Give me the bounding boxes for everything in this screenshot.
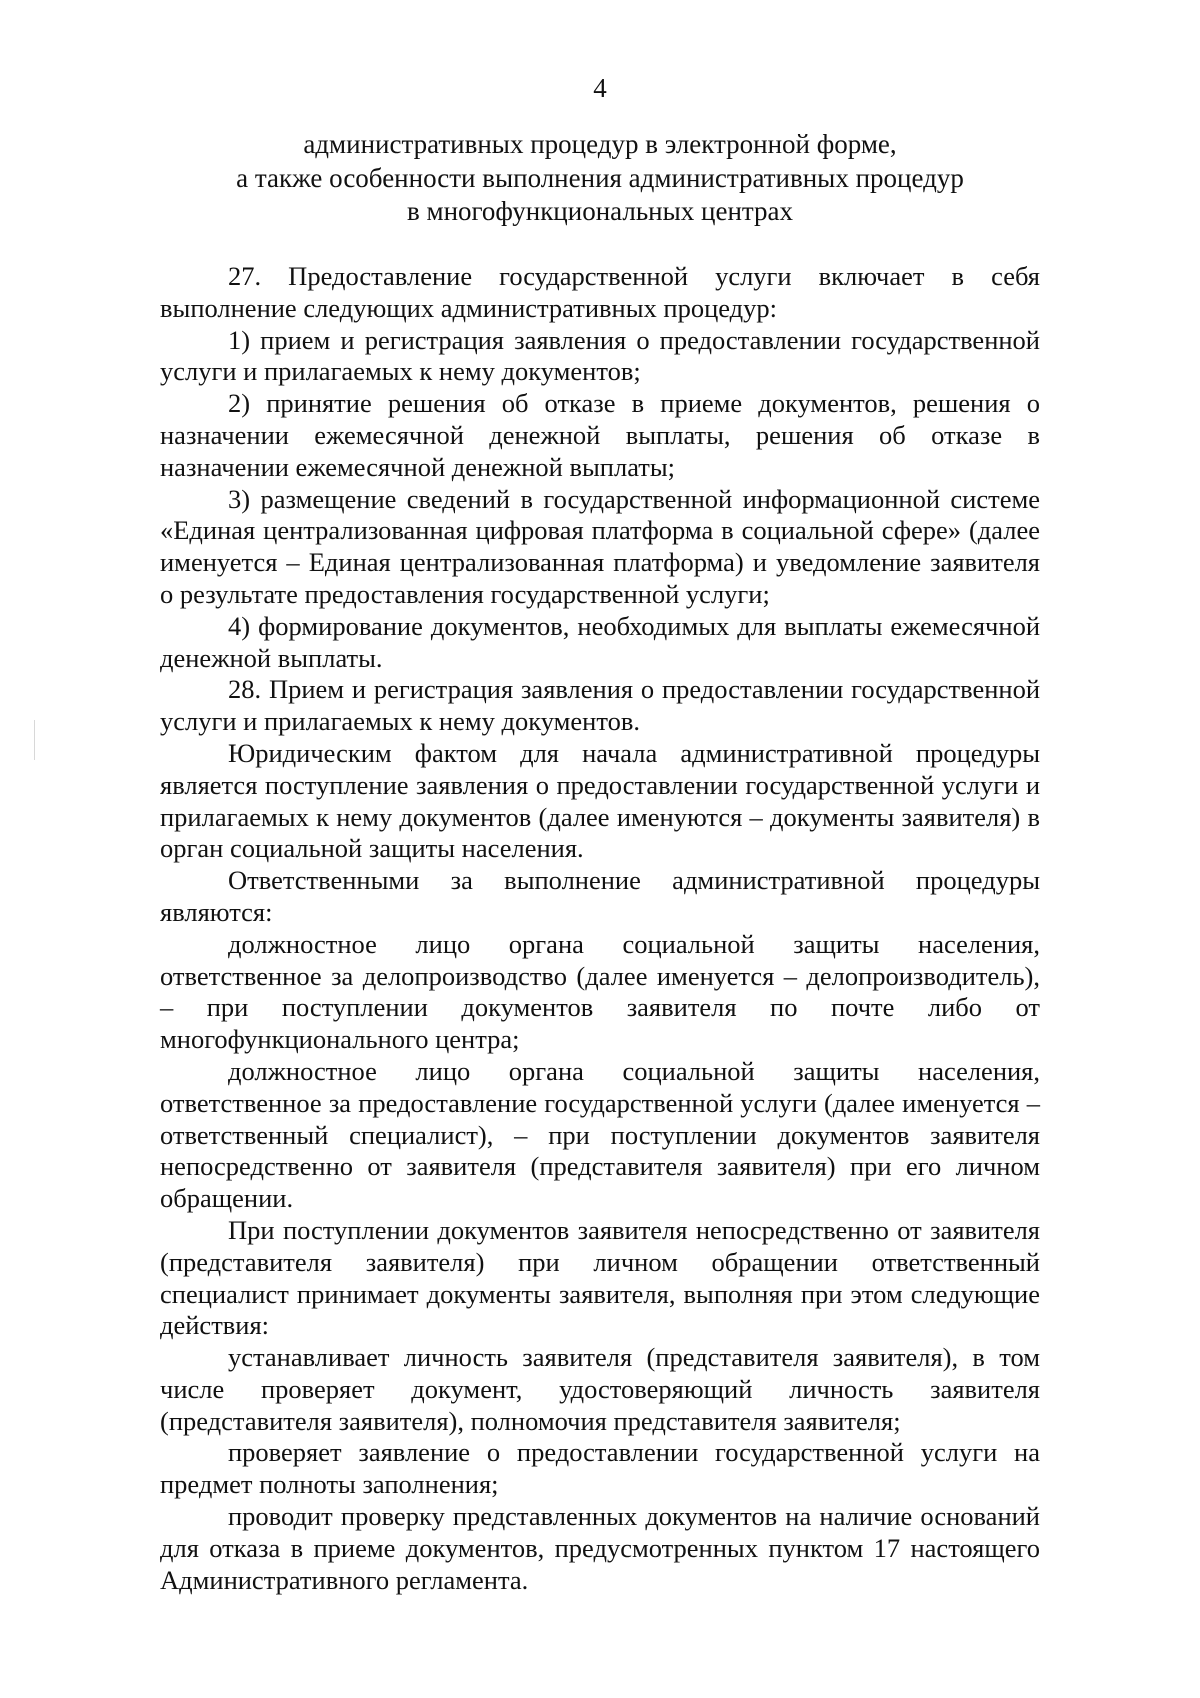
paragraph-28: 28. Прием и регистрация заявления о предоставлении государственной услуги и прилагаемых к нему документов. [160, 674, 1040, 737]
list-item-4: 4) формирование документов, необходимых для выплаты ежемесячной денежной выплаты. [160, 610, 1040, 673]
page-number: 4 [593, 73, 607, 103]
list-item-1: 1) прием и регистрация заявления о предоставлении государственной услуги и прилагаемых к нему документов; [160, 324, 1040, 387]
paragraph-clerk: должностное лицо органа социальной защиты населения, ответственное за делопроизводство (далее именуется – делопроизводитель), – при поступлении документов заявителя по почте либо от многофункционального центра; [160, 928, 1040, 1055]
heading-line: в многофункциональных центрах [406, 196, 793, 226]
scan-artifact [34, 720, 35, 760]
action-check-application: проверяет заявление о предоставлении государственной услуги на предмет полноты заполнения; [160, 1437, 1040, 1500]
paragraph-responsible: Ответственными за выполнение административной процедуры являются: [160, 865, 1040, 927]
paragraph-personal-visit: При поступлении документов заявителя непосредственно от заявителя (представителя заявителя) при личном обращении ответственный специалист принимает документы заявителя, выполняя при этом следующие действия: [160, 1214, 1040, 1341]
list-item-3: 3) размещение сведений в государственной информационной системе «Единая централизованная цифровая платформа в социальной сфере» (далее именуется – Единая централизованная платформа) и уведомление заявителя о результате предоставления государственной услуги; [160, 483, 1040, 609]
heading-line: административных процедур в электронной форме, [303, 129, 897, 159]
paragraph-specialist: должностное лицо органа социальной защиты населения, ответственное за предоставление государственной услуги (далее именуется – ответственный специалист), – при поступлении документов заявителя непосредственно от заявителя (представителя заявителя) при его личном обращении. [160, 1055, 1040, 1214]
list-item-2: 2) принятие решения об отказе в приеме документов, решения о назначении ежемесячной денежной выплаты, решения об отказе в назначении ежемесячной денежной выплаты; [160, 388, 1040, 482]
paragraph-27: 27. Предоставление государственной услуги включает в себя выполнение следующих административных процедур: [160, 261, 1040, 323]
heading-line: а также особенности выполнения административных процедур [236, 162, 964, 193]
action-check-documents: проводит проверку представленных документов на наличие оснований для отказа в приеме документов, предусмотренных пунктом 17 настоящего Административного регламента. [160, 1501, 1040, 1595]
paragraph-legal-fact: Юридическим фактом для начала административной процедуры является поступление заявления о предоставлении государственной услуги и прилагаемых к нему документов (далее именуются – документы заявителя) в орган социальной защиты населения. [160, 737, 1040, 864]
action-identify: устанавливает личность заявителя (представителя заявителя), в том числе проверяет документ, удостоверяющий личность заявителя (представителя заявителя), полномочия представителя заявителя; [160, 1342, 1040, 1436]
document-body [160, 261, 1040, 1596]
section-heading [160, 128, 1040, 229]
